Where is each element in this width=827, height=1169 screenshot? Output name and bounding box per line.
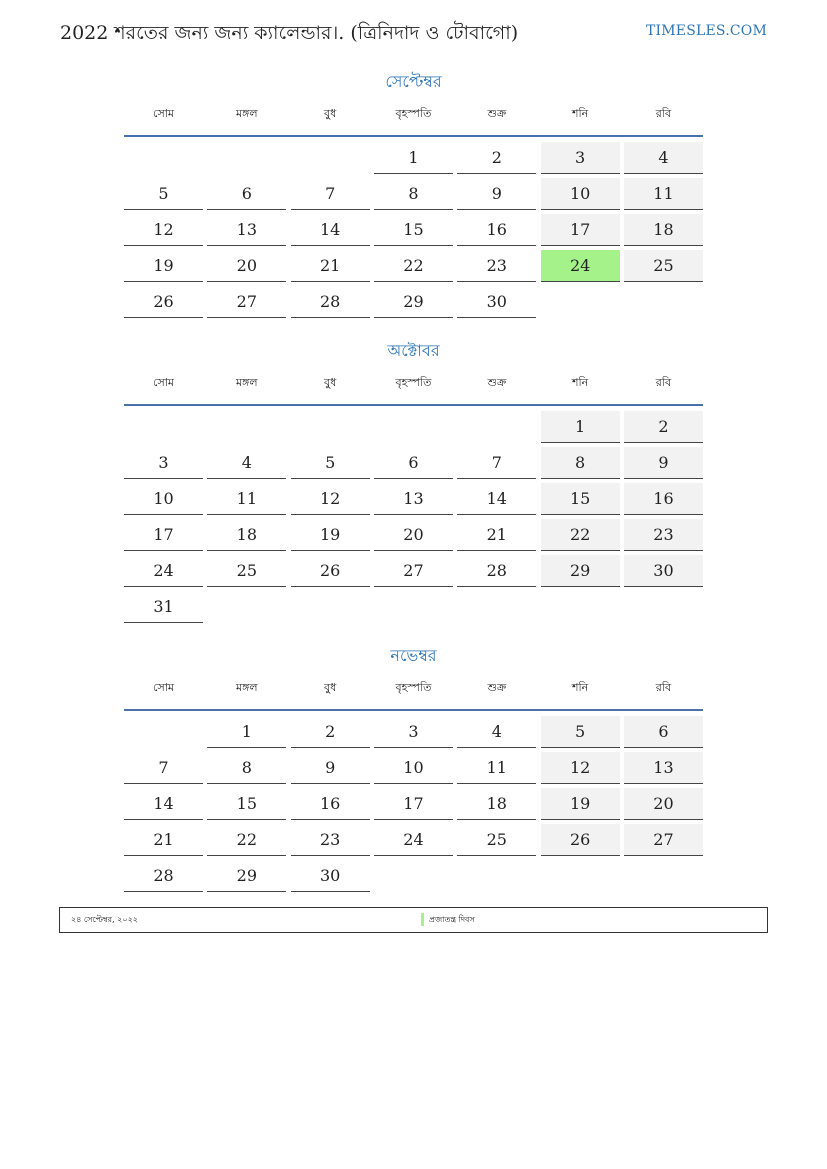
day-cell: 20 — [374, 519, 453, 551]
day-cell: 12 — [124, 214, 203, 246]
weekday-label: শনি — [572, 376, 589, 389]
day-cell: 17 — [124, 519, 203, 551]
day-cell: 19 — [291, 519, 370, 551]
day-cell: 2 — [291, 716, 370, 748]
day-cell: 18 — [457, 788, 536, 820]
day-cell: 8 — [207, 752, 286, 784]
day-cell: 20 — [207, 250, 286, 282]
weekday-label: শুক্র — [487, 107, 507, 120]
weekday-header — [124, 374, 703, 406]
weekday-label: বৃহস্পতি — [395, 107, 432, 120]
weekday-label: শুক্র — [487, 681, 507, 694]
day-cell: 11 — [624, 178, 703, 210]
day-cell: 28 — [291, 286, 370, 318]
day-cell: 17 — [374, 788, 453, 820]
site-link[interactable]: TIMESLES.COM — [646, 23, 767, 39]
day-cell: 7 — [124, 752, 203, 784]
month-november — [124, 645, 703, 892]
day-cell: 30 — [457, 286, 536, 318]
day-cell: 15 — [207, 788, 286, 820]
day-cell: 22 — [207, 824, 286, 856]
month-title: নভেম্বর — [390, 646, 437, 665]
weekday-header — [124, 679, 703, 711]
day-cell: 23 — [291, 824, 370, 856]
day-cell: 9 — [457, 178, 536, 210]
weekday-label: শনি — [572, 107, 589, 120]
day-cell: 28 — [457, 555, 536, 587]
day-cell: 13 — [624, 752, 703, 784]
day-cell: 6 — [624, 716, 703, 748]
day-cell: 19 — [124, 250, 203, 282]
weekday-label: মঙ্গল — [236, 376, 258, 389]
day-cell: 23 — [457, 250, 536, 282]
day-cell: 24 — [374, 824, 453, 856]
day-cell: 10 — [374, 752, 453, 784]
day-cell: 6 — [207, 178, 286, 210]
day-cell: 24 — [124, 555, 203, 587]
weekday-label: বুধ — [324, 107, 337, 120]
day-cell: 16 — [291, 788, 370, 820]
month-september — [124, 71, 703, 318]
day-cell: 7 — [457, 447, 536, 479]
day-cell: 17 — [541, 214, 620, 246]
days-grid — [124, 411, 703, 623]
day-cell: 1 — [541, 411, 620, 443]
page-title: 2022 শরতের জন্য জন্য ক্যালেন্ডার।. (ত্রিনিদাদ ও টোবাগো) — [60, 22, 519, 44]
month-october — [124, 340, 703, 623]
day-cell: 9 — [291, 752, 370, 784]
day-cell: 16 — [624, 483, 703, 515]
day-cell: 3 — [374, 716, 453, 748]
weekday-label: সোম — [152, 376, 175, 389]
day-cell: 4 — [624, 142, 703, 174]
day-cell: 19 — [541, 788, 620, 820]
day-cell: 27 — [624, 824, 703, 856]
weekday-label: মঙ্গল — [236, 107, 258, 120]
weekday-label: সোম — [152, 681, 175, 694]
day-cell: 11 — [457, 752, 536, 784]
weekday-label: শনি — [572, 681, 589, 694]
day-cell: 29 — [541, 555, 620, 587]
weekday-label: বৃহস্পতি — [395, 681, 432, 694]
day-cell: 8 — [541, 447, 620, 479]
day-cell: 3 — [541, 142, 620, 174]
day-cell: 14 — [124, 788, 203, 820]
day-cell: 7 — [291, 178, 370, 210]
day-cell: 27 — [207, 286, 286, 318]
day-cell: 21 — [124, 824, 203, 856]
day-cell: 22 — [374, 250, 453, 282]
day-cell: 10 — [541, 178, 620, 210]
day-cell: 8 — [374, 178, 453, 210]
weekday-label: বুধ — [324, 681, 337, 694]
day-cell: 2 — [457, 142, 536, 174]
weekday-label: শুক্র — [487, 376, 507, 389]
weekday-label: রবি — [655, 107, 672, 120]
day-cell: 25 — [207, 555, 286, 587]
day-cell: 21 — [291, 250, 370, 282]
month-title: অক্টোবর — [387, 341, 440, 360]
day-cell: 16 — [457, 214, 536, 246]
day-cell: 15 — [374, 214, 453, 246]
day-cell: 5 — [541, 716, 620, 748]
day-cell: 12 — [291, 483, 370, 515]
weekday-label: সোম — [152, 107, 175, 120]
day-cell: 30 — [291, 860, 370, 892]
day-cell: 11 — [207, 483, 286, 515]
day-cell: 4 — [457, 716, 536, 748]
day-cell: 25 — [624, 250, 703, 282]
day-cell: 2 — [624, 411, 703, 443]
day-cell: 26 — [291, 555, 370, 587]
weekday-label: রবি — [655, 376, 672, 389]
day-cell: 21 — [457, 519, 536, 551]
day-cell: 5 — [291, 447, 370, 479]
holiday-legend — [59, 907, 768, 933]
legend-event: প্রজাতন্ত্র দিবস — [429, 915, 475, 924]
weekday-label: বৃহস্পতি — [395, 376, 432, 389]
day-cell: 5 — [124, 178, 203, 210]
day-cell: 30 — [624, 555, 703, 587]
weekday-label: রবি — [655, 681, 672, 694]
day-cell: 26 — [124, 286, 203, 318]
day-cell: 25 — [457, 824, 536, 856]
days-grid — [124, 142, 703, 318]
month-title: সেপ্টেম্বর — [385, 72, 442, 91]
day-cell: 13 — [207, 214, 286, 246]
day-cell: 13 — [374, 483, 453, 515]
legend-color-mark — [421, 913, 424, 926]
day-cell: 18 — [207, 519, 286, 551]
day-cell: 23 — [624, 519, 703, 551]
day-cell: 14 — [457, 483, 536, 515]
day-cell-holiday: 24 — [541, 250, 620, 282]
weekday-label: মঙ্গল — [236, 681, 258, 694]
day-cell: 4 — [207, 447, 286, 479]
weekday-label: বুধ — [324, 376, 337, 389]
day-cell: 22 — [541, 519, 620, 551]
day-cell: 10 — [124, 483, 203, 515]
day-cell: 18 — [624, 214, 703, 246]
legend-date: ২৪ সেপ্টেম্বর, ২০২২ — [71, 915, 138, 924]
day-cell: 9 — [624, 447, 703, 479]
day-cell: 26 — [541, 824, 620, 856]
day-cell: 15 — [541, 483, 620, 515]
day-cell: 29 — [207, 860, 286, 892]
day-cell: 1 — [207, 716, 286, 748]
days-grid — [124, 716, 703, 892]
day-cell: 6 — [374, 447, 453, 479]
day-cell: 20 — [624, 788, 703, 820]
day-cell: 12 — [541, 752, 620, 784]
day-cell: 27 — [374, 555, 453, 587]
weekday-header — [124, 105, 703, 137]
day-cell: 29 — [374, 286, 453, 318]
day-cell: 3 — [124, 447, 203, 479]
day-cell: 28 — [124, 860, 203, 892]
day-cell: 1 — [374, 142, 453, 174]
day-cell: 31 — [124, 591, 203, 623]
day-cell: 14 — [291, 214, 370, 246]
